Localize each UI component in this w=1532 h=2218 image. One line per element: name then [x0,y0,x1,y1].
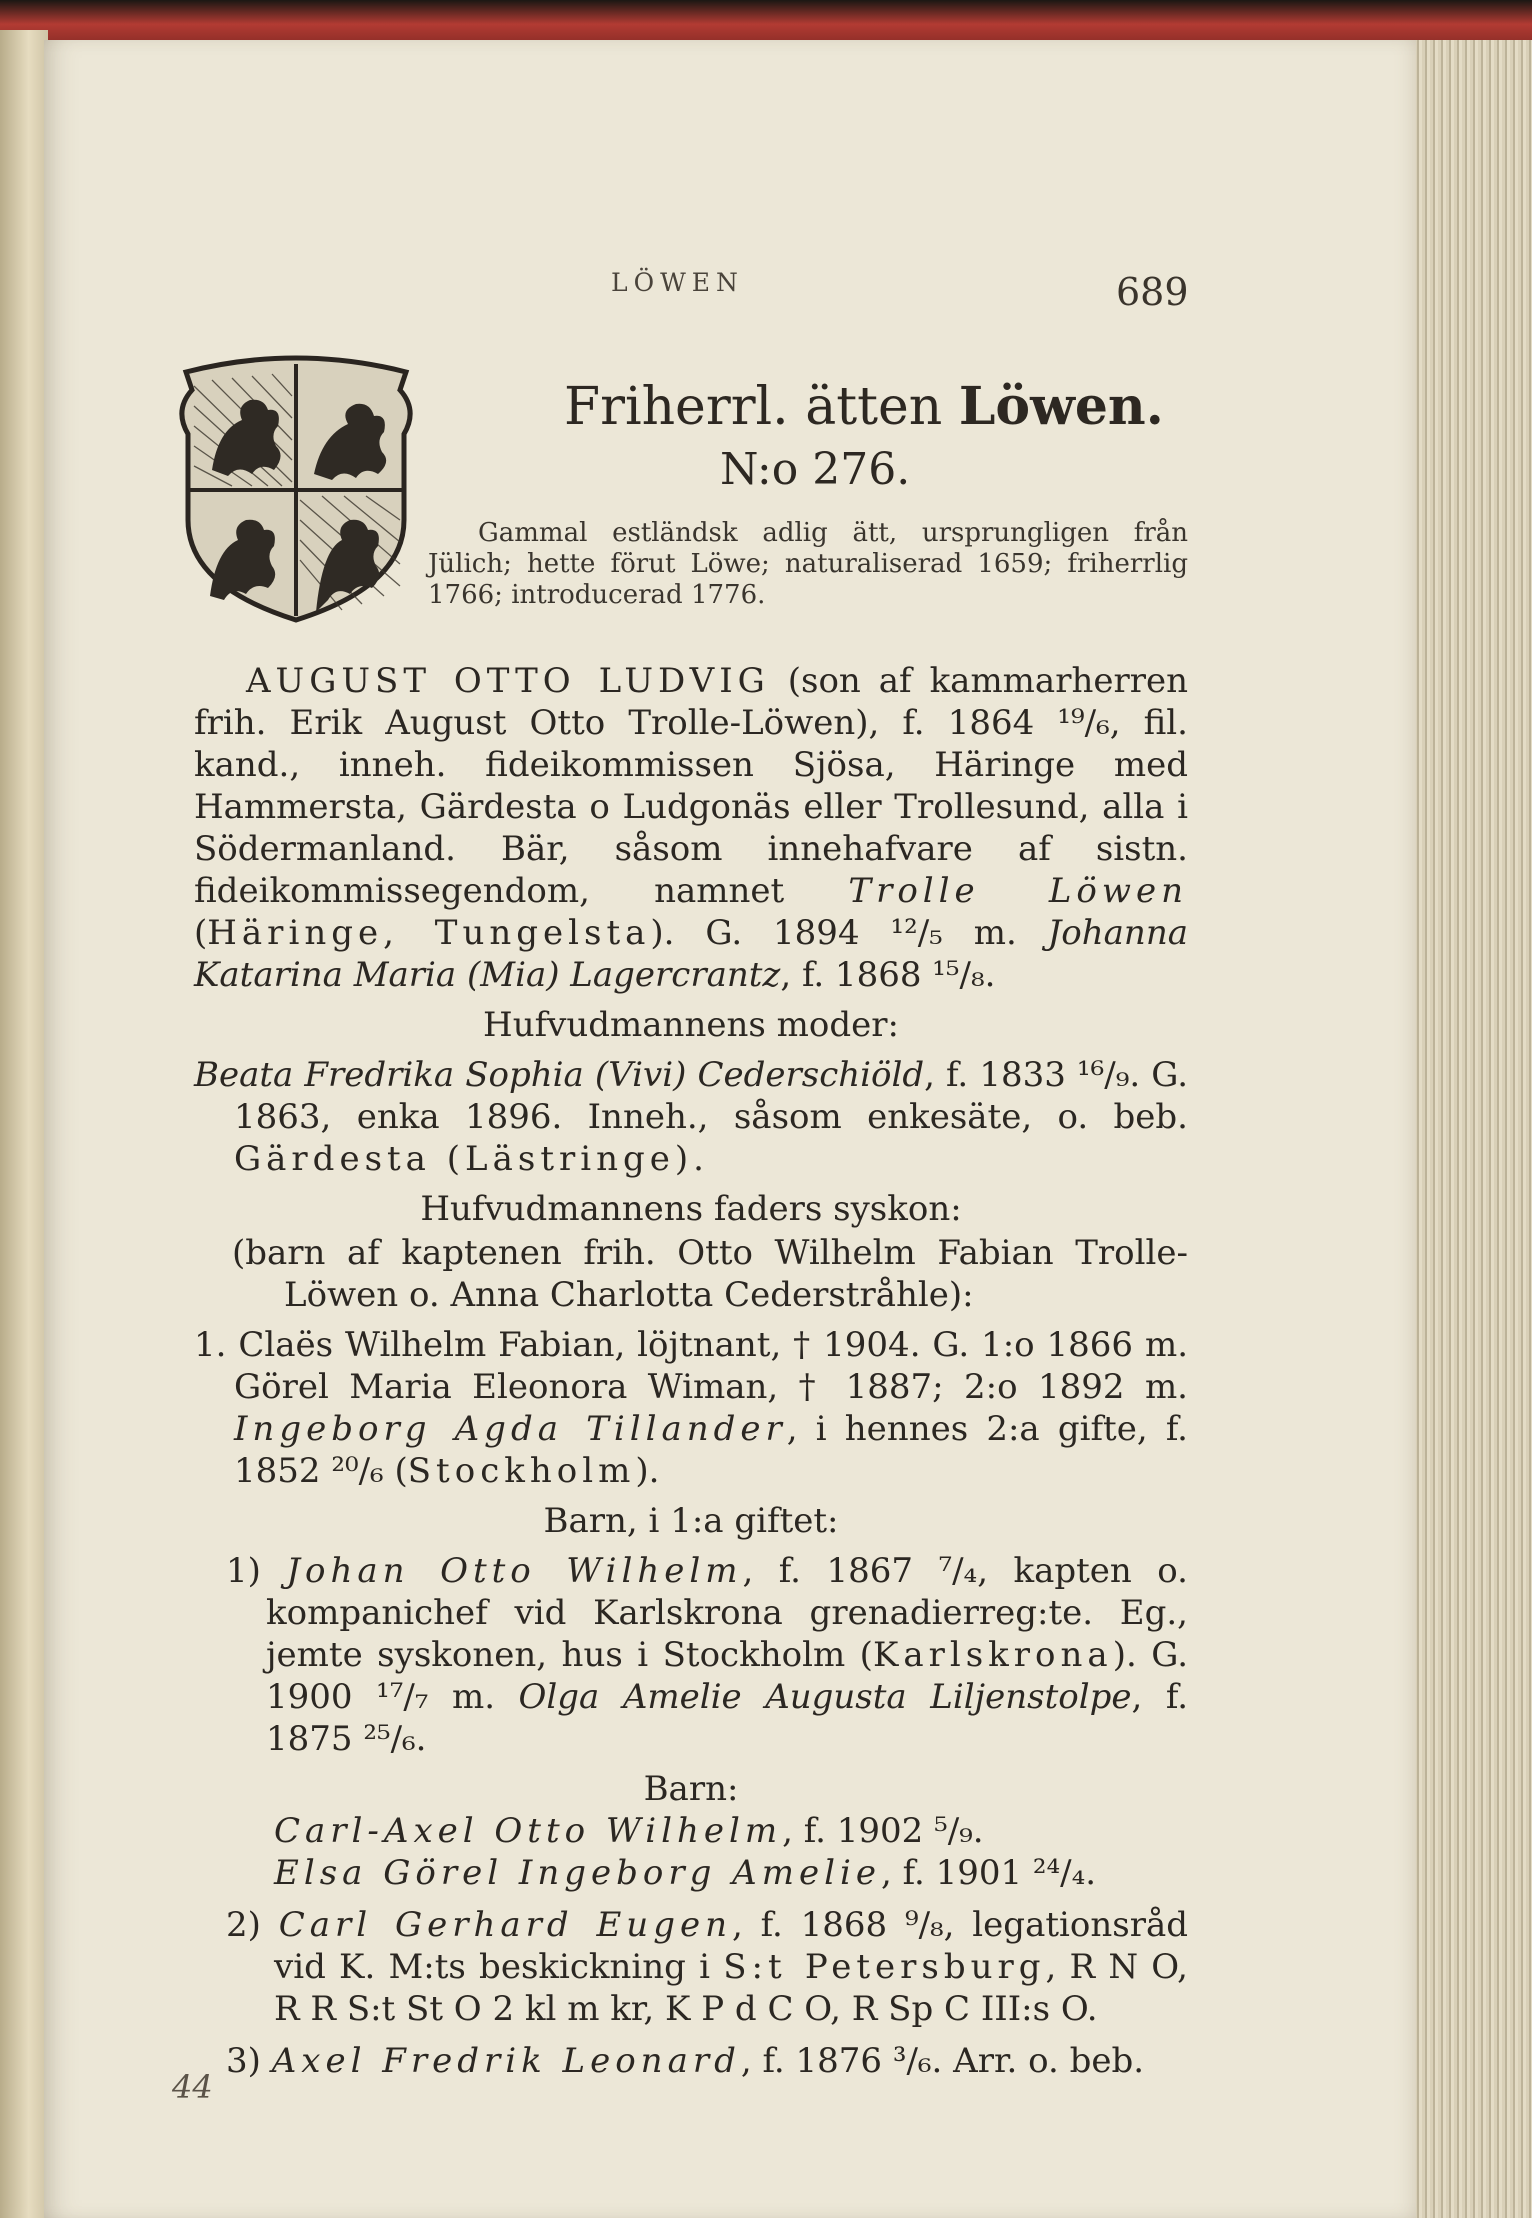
genealogy-text [194,660,1188,2082]
mother-heading: Hufvudmannens moder: [483,1005,899,1045]
grandchildren-heading: Barn: [643,1769,739,1809]
grandchild-entry-2: Elsa Görel Ingeborg Amelie, f. 1901 ²⁴/₄. [274,1853,1097,1893]
binding-red-band [0,0,1532,44]
page-number: 689 [1116,270,1189,314]
grandchild-entry-1: Carl-Axel Otto Wilhelm, f. 1902 ⁵/₉. [274,1811,984,1851]
family-name: Löwen. [958,376,1164,437]
left-page-edge [0,30,48,2218]
page-stack-edge [1414,40,1532,2218]
child-entry-1: 1) Johan Otto Wilhelm, f. 1867 ⁷/₄, kapten o. kompanichef vid Karlskrona grenadierreg:te. Eg., jemte syskonen, hus i Stockholm (Karlskrona). G. 1900 ¹⁷/₇ m. Olga Amelie Augusta Liljenstolpe, f. 1875 ²⁵/₆. [226,1551,1188,1759]
sibling-entry-1: 1. Claës Wilhelm Fabian, löjtnant, † 1904. G. 1:o 1866 m. Görel Maria Eleonora Wiman, † 1887; 2:o 1892 m. Ingeborg Agda Tillander, i hennes 2:a gifte, f. 1852 ²⁰/₆ (Stockholm). [194,1325,1188,1491]
child-entry-3: 3) Axel Fredrik Leonard, f. 1876 ³/₆. Arr. o. beb. [226,2041,1145,2081]
book-page [44,40,1416,2218]
siblings-parents: (barn af kaptenen frih. Otto Wilhelm Fabian Trolle-Löwen o. Anna Charlotta Cederstråhle): [232,1233,1188,1315]
coat-of-arms-icon [172,350,420,626]
running-title: LÖWEN [611,268,744,297]
mother-entry: Beata Fredrika Sophia (Vivi) Cederschiöld, f. 1833 ¹⁶/₉. G. 1863, enka 1896. Inneh., såsom enkesäte, o. beb. Gärdesta (Lästringe). [194,1055,1188,1179]
family-number: N:o 276. [720,444,911,495]
children-heading: Barn, i 1:a giftet: [543,1501,839,1541]
head-entry: AUGUST OTTO LUDVIG (son af kammarherren frih. Erik August Otto Trolle-Löwen), f. 1864 ¹⁹/₆, fil. kand., inneh. fideikommissen Sjösa, Häringe med Hammersta, Gärdesta o Ludgonäs eller Trollesund, alla i Södermanland. Bär, såsom innehafvare af sistn. fideikommissegendom, namnet Trolle Löwen (Häringe, Tungelsta). G. 1894 ¹²/₅ m. Johanna Katarina Maria (Mia) Lagercrantz, f. 1868 ¹⁵/₈. [194,661,1189,995]
head-name: AUGUST OTTO LUDVIG [246,661,770,701]
sheet-signature: 44 [172,2068,213,2106]
family-intro: Gammal estländsk adlig ätt, ursprungligen från Jülich; hette förut Löwe; naturaliserad 1659; friherrlig 1766; introducerad 1776. [428,518,1188,610]
child-entry-2: 2) Carl Gerhard Eugen, f. 1868 ⁹/₈, legationsråd vid K. M:ts beskickning i S:t Petersburg, R N O, R R S:t St O 2 kl m kr, K P d C O, R Sp C III:s O. [226,1905,1188,2029]
title-prefix: Friherrl. ätten [564,377,943,437]
siblings-heading: Hufvudmannens faders syskon: [420,1189,962,1229]
family-title [564,376,1164,437]
